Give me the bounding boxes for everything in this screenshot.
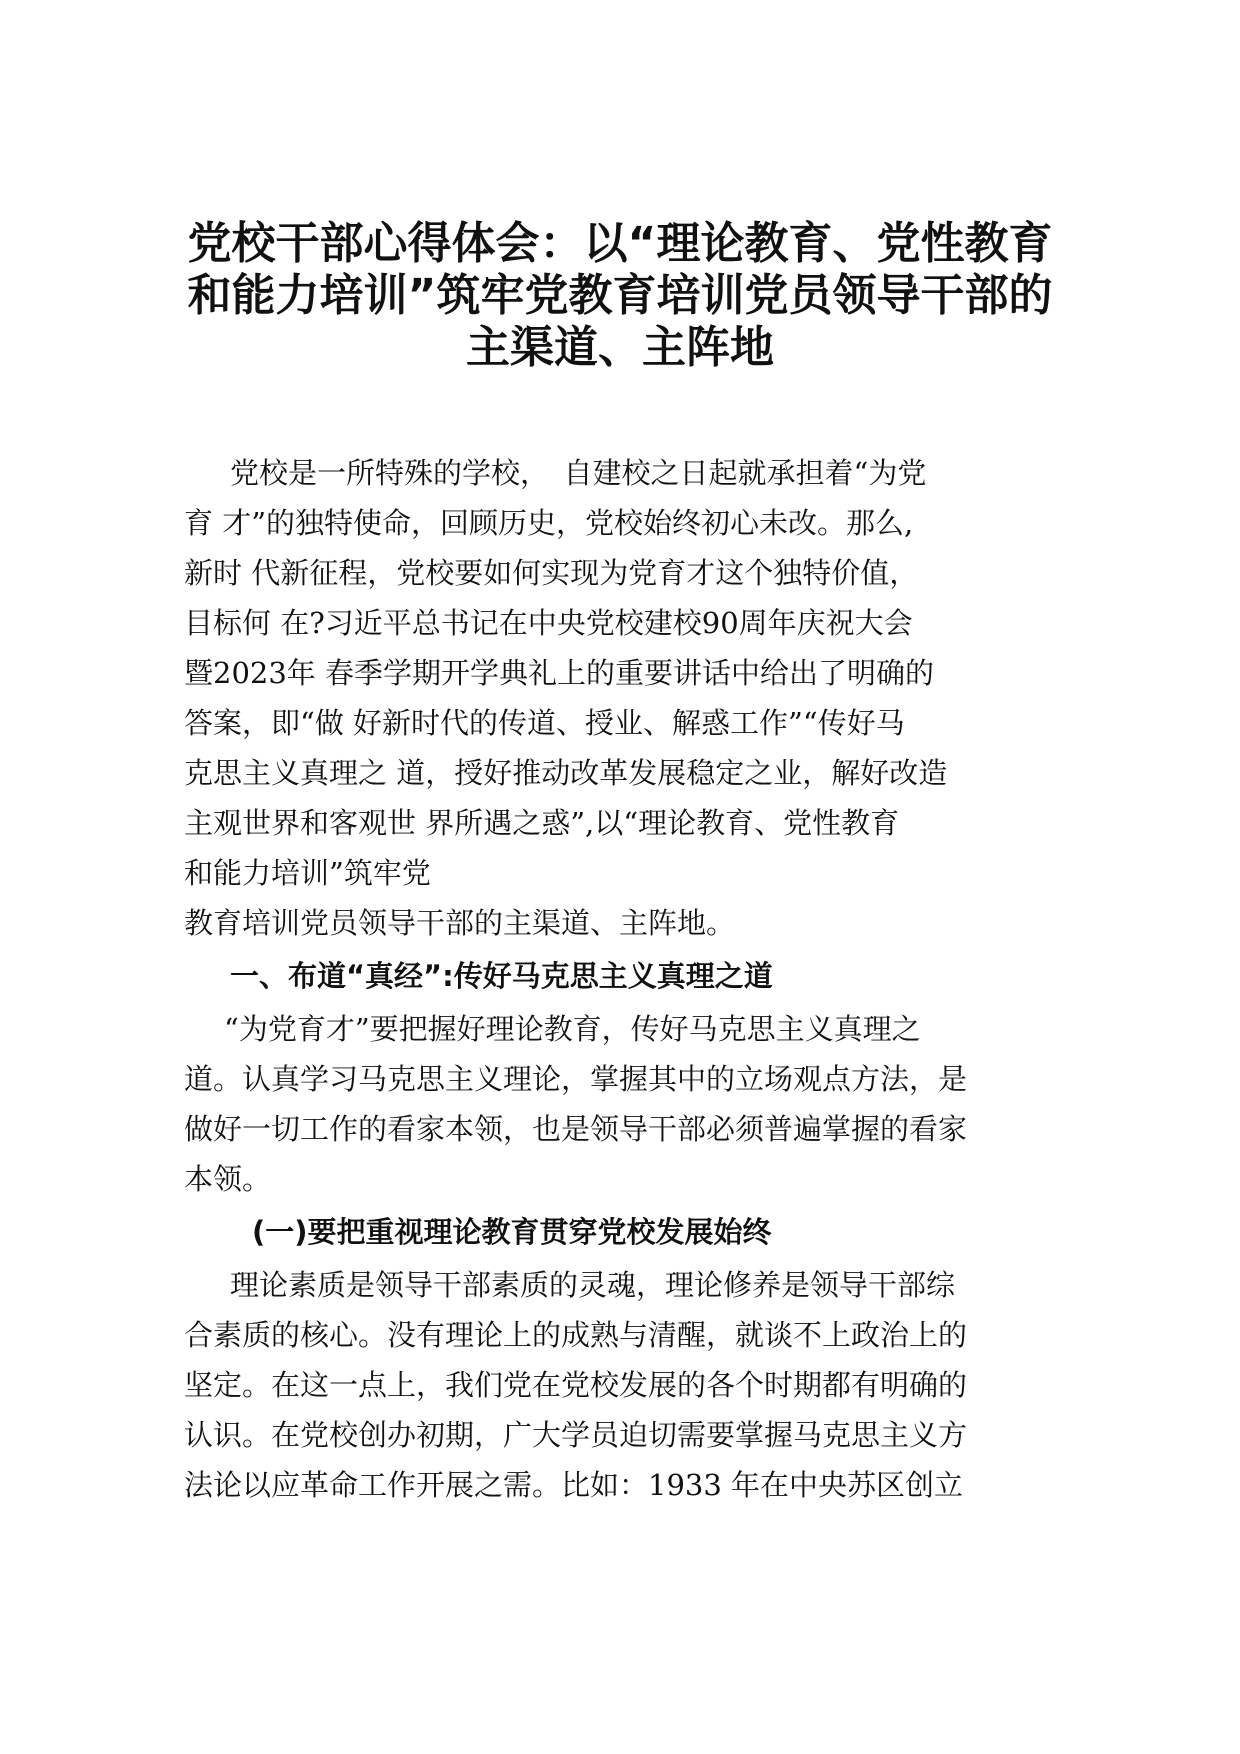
subsection-heading: (一)要把重视理论教育贯穿党校发展始终	[252, 1215, 772, 1249]
intro-line: 目标何 在?习近平总书记在中央党校建校90周年庆祝大会	[184, 606, 913, 640]
title-line: 主渠道、主阵地	[466, 322, 774, 373]
title-line: 党校干部心得体会：以“理论教育、党性教育	[187, 218, 1053, 269]
title-line: 和能力培训”筑牢党教育培训党员领导干部的	[187, 270, 1053, 321]
intro-line: 教育培训党员领导干部的主渠道、主阵地。	[184, 906, 736, 940]
intro-line: 答案，即“做 好新时代的传道、授业、解惑工作”“传好马	[184, 706, 905, 740]
subsection-line: 坚定。在这一点上，我们党在党校发展的各个时期都有明确的	[184, 1368, 968, 1402]
subsection-line: 合素质的核心。没有理论上的成熟与清醒，就谈不上政治上的	[184, 1318, 968, 1352]
intro-line: 克思主义真理之 道，授好推动改革发展稳定之业，解好改造	[184, 756, 948, 790]
subsection-line: 认识。在党校创办初期，广大学员迫切需要掌握马克思主义方	[184, 1418, 968, 1452]
intro-line: 和能力培训”筑牢党	[184, 856, 431, 890]
section-line: 道。认真学习马克思主义理论，掌握其中的立场观点方法，是	[184, 1062, 968, 1096]
intro-line: 主观世界和客观世 界所遇之惑”,以“理论教育、党性教育	[184, 806, 900, 840]
intro-line: 党校是一所特殊的学校， 自建校之日起就承担着“为党	[230, 456, 927, 490]
subsection-line: 理论素质是领导干部素质的灵魂，理论修养是领导干部综	[230, 1268, 956, 1302]
document-title	[170, 218, 1070, 374]
section-line: “为党育才”要把握好理论教育，传好马克思主义真理之	[224, 1012, 921, 1046]
section-line: 做好一切工作的看家本领，也是领导干部必须普遍掌握的看家	[184, 1112, 968, 1146]
document-body	[184, 448, 1054, 1510]
section-heading: 一、布道“真经”:传好马克思主义真理之道	[230, 959, 773, 993]
intro-line: 育 才”的独特使命，回顾历史，党校始终初心未改。那么,	[184, 506, 914, 540]
intro-line: 新时 代新征程，党校要如何实现为党育才这个独特价值，	[184, 556, 919, 590]
intro-line: 暨2023年 春季学期开学典礼上的重要讲话中给出了明确的	[184, 656, 935, 690]
section-line: 本领。	[184, 1162, 272, 1196]
subsection-line: 法论以应革命工作开展之需。比如：1933 年在中央苏区创立	[184, 1468, 964, 1502]
